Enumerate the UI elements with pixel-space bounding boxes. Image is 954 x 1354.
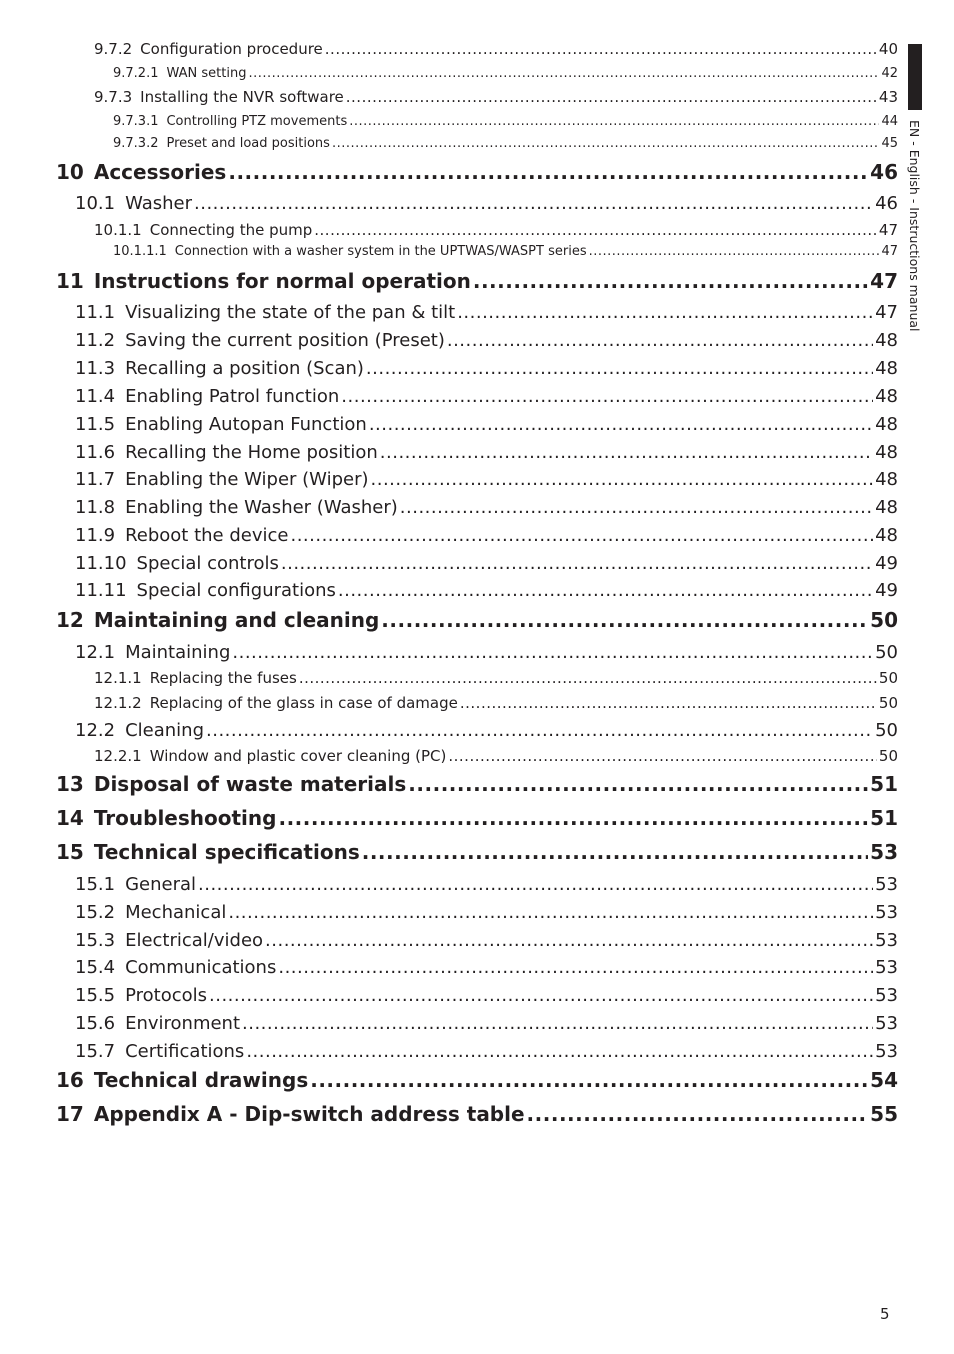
toc-entry[interactable] [113,244,898,262]
toc-entry-page: 53 [875,957,898,978]
toc-entry-number: 11.7 [75,469,116,490]
toc-entry-page: 50 [878,669,898,687]
toc-entry[interactable] [113,114,898,132]
toc-entry[interactable] [56,1102,898,1128]
toc-dot-leader [460,694,877,712]
toc-entry-page: 50 [875,720,898,741]
toc-entry-number: 9.7.2.1 [113,66,159,81]
toc-entry-number: 12 [56,608,84,632]
toc-entry-title: Instructions for normal operation [93,269,471,293]
toc-entry-label [56,806,276,830]
toc-dot-leader [248,66,879,81]
toc-entry[interactable] [75,497,898,521]
toc-entry-page: 50 [878,747,898,765]
toc-entry-page: 44 [881,114,898,129]
toc-entry-label [75,1041,244,1062]
toc-entry-title: Environment [125,1013,241,1034]
toc-dot-leader [281,553,873,574]
toc-entry-label [75,302,455,323]
toc-entry-title: Replacing the fuses [149,669,297,687]
toc-entry-page: 51 [870,772,898,796]
toc-entry[interactable] [75,1013,898,1037]
toc-entry-title: Recalling a position (Scan) [125,358,364,379]
toc-entry-title: Technical drawings [93,1068,309,1092]
toc-dot-leader [448,747,877,765]
toc-entry-label [56,160,226,184]
toc-entry-label [75,330,445,351]
toc-dot-leader [589,244,880,259]
toc-entry-label [56,1102,525,1126]
toc-entry-page: 49 [875,580,898,601]
toc-entry-number: 11.10 [75,553,127,574]
toc-entry-number: 11.8 [75,497,116,518]
toc-entry-title: Enabling Patrol function [125,386,340,407]
toc-dot-leader [206,720,873,741]
toc-dot-leader [325,40,877,58]
toc-dot-leader [371,469,874,490]
toc-entry-title: Reboot the device [125,525,289,546]
toc-entry-number: 9.7.3.1 [113,114,159,129]
toc-entry[interactable] [56,269,898,295]
toc-entry-title: Controlling PTZ movements [166,114,348,129]
toc-entry-label [75,985,207,1006]
toc-entry-title: Enabling Autopan Function [125,414,367,435]
toc-entry-label [94,669,297,687]
toc-dot-leader [299,669,877,687]
toc-entry-title: Recalling the Home position [125,442,378,463]
toc-entry-number: 15.5 [75,985,116,1006]
toc-entry-title: Special configurations [136,580,336,601]
toc-entry-page: 45 [881,136,898,151]
toc-dot-leader [457,302,873,323]
toc-entry-label [75,720,204,741]
toc-entry-page: 48 [875,469,898,490]
toc-entry-page: 53 [875,1013,898,1034]
toc-dot-leader [473,269,868,293]
toc-entry-number: 13 [56,772,84,796]
toc-entry-title: Window and plastic cover cleaning (PC) [149,747,447,765]
toc-entry[interactable] [75,580,898,604]
toc-entry-label [75,442,378,463]
toc-entry-title: Appendix A - Dip-switch address table [93,1102,525,1126]
toc-entry-page: 53 [875,1041,898,1062]
toc-entry[interactable] [75,985,898,1009]
toc-entry-title: Communications [125,957,277,978]
toc-dot-leader [232,642,873,663]
toc-entry-page: 51 [870,806,898,830]
toc-entry-title: General [125,874,197,895]
toc-entry[interactable] [75,414,898,438]
toc-entry-title: Maintaining and cleaning [93,608,380,632]
toc-entry[interactable] [56,608,898,634]
toc-dot-leader [349,114,879,129]
toc-entry[interactable] [113,136,898,154]
toc-entry-number: 12.1.1 [94,669,142,687]
toc-dot-leader [278,806,868,830]
toc-dot-leader [246,1041,873,1062]
toc-entry-page: 47 [878,221,898,239]
toc-entry[interactable] [56,1068,898,1094]
toc-entry[interactable] [75,358,898,382]
toc-entry-title: Disposal of waste materials [93,772,407,796]
toc-entry[interactable] [94,747,898,767]
toc-entry-number: 9.7.3 [94,88,133,106]
toc-dot-leader [400,497,873,518]
toc-entry-page: 50 [878,694,898,712]
toc-entry[interactable] [56,772,898,798]
toc-entry-number: 9.7.2 [94,40,133,58]
toc-dot-leader [228,902,873,923]
toc-entry-label [56,840,360,864]
toc-dot-leader [366,358,873,379]
toc-entry-label [75,525,288,546]
toc-entry[interactable] [56,160,898,186]
toc-entry[interactable] [75,193,898,217]
toc-entry-number: 12.1 [75,642,116,663]
toc-entry-page: 43 [878,88,898,106]
toc-entry-page: 48 [875,442,898,463]
toc-dot-leader [408,772,868,796]
toc-entry-title: Mechanical [125,902,227,923]
toc-entry-label [56,269,471,293]
toc-entry-label [56,772,406,796]
toc-entry-number: 12.1.2 [94,694,142,712]
toc-entry-page: 50 [875,642,898,663]
toc-entry[interactable] [75,442,898,466]
toc-entry-number: 15.1 [75,874,116,895]
toc-entry[interactable] [75,525,898,549]
toc-entry[interactable] [94,669,898,689]
toc-dot-leader [380,442,873,463]
toc-entry-number: 15.2 [75,902,116,923]
toc-entry-title: Troubleshooting [93,806,277,830]
toc-entry-number: 9.7.3.2 [113,136,159,151]
toc-entry-label [56,608,379,632]
toc-dot-leader [194,193,873,214]
toc-entry-page: 50 [870,608,898,632]
toc-entry-label [75,414,367,435]
toc-entry-title: Maintaining [125,642,231,663]
sidebar-tab-marker [908,44,922,110]
toc-entry-page: 46 [870,160,898,184]
toc-entry-label [75,386,339,407]
toc-entry-page: 53 [870,840,898,864]
toc-entry-page: 54 [870,1068,898,1092]
toc-entry-title: Enabling the Wiper (Wiper) [125,469,369,490]
sidebar-language-text: EN - English - Instructions manual [907,120,922,332]
toc-entry-number: 14 [56,806,84,830]
toc-dot-leader [242,1013,873,1034]
toc-entry-label [94,694,458,712]
toc-entry-label [75,642,230,663]
toc-entry-page: 47 [875,302,898,323]
toc-entry-page: 49 [875,553,898,574]
toc-entry-page: 53 [875,902,898,923]
toc-entry-number: 16 [56,1068,84,1092]
toc-entry-label [94,88,344,106]
toc-entry-number: 11 [56,269,84,293]
toc-entry-title: Special controls [136,553,279,574]
toc-entry-label [75,930,263,951]
toc-dot-leader [228,160,868,184]
toc-entry-title: Preset and load positions [166,136,330,151]
toc-dot-leader [209,985,873,1006]
toc-entry-title: Replacing of the glass in case of damage [149,694,458,712]
toc-entry-number: 12.2.1 [94,747,142,765]
toc-entry-page: 48 [875,330,898,351]
toc-entry[interactable] [94,88,898,108]
toc-entry-page: 47 [870,269,898,293]
toc-entry-title: Visualizing the state of the pan & tilt [125,302,456,323]
toc-entry-page: 48 [875,358,898,379]
toc-dot-leader [381,608,868,632]
toc-entry-label [56,1068,308,1092]
toc-entry-title: Accessories [93,160,227,184]
toc-entry-label [75,553,279,574]
toc-entry-page: 48 [875,497,898,518]
toc-entry-page: 53 [875,985,898,1006]
toc-entry-title: Installing the NVR software [140,88,344,106]
toc-entry-title: Cleaning [125,720,204,741]
toc-entry-title: Connecting the pump [149,221,313,239]
toc-entry-label [94,747,446,765]
toc-entry[interactable] [75,469,898,493]
toc-entry-label [75,580,336,601]
toc-entry-title: Electrical/video [125,930,264,951]
toc-entry-label [75,193,192,214]
toc-entry-page: 48 [875,414,898,435]
toc-entry[interactable] [75,642,898,666]
toc-entry[interactable] [113,66,898,84]
toc-dot-leader [369,414,873,435]
toc-entry-label [113,114,347,129]
toc-dot-leader [527,1102,869,1126]
toc-dot-leader [278,957,873,978]
toc-entry-label [113,136,330,151]
toc-entry[interactable] [75,902,898,926]
toc-entry-title: WAN setting [166,66,247,81]
toc-entry-page: 53 [875,930,898,951]
toc-entry-title: Technical specifications [93,840,360,864]
toc-entry-number: 10.1.1 [94,221,142,239]
toc-entry-label [75,957,276,978]
toc-entry-label [75,1013,240,1034]
toc-entry-number: 11.4 [75,386,116,407]
toc-dot-leader [346,88,877,106]
toc-entry[interactable] [56,806,898,832]
toc-entry-page: 40 [878,40,898,58]
toc-dot-leader [332,136,880,151]
toc-entry-page: 53 [875,874,898,895]
page-number: 5 [880,1305,890,1323]
toc-entry[interactable] [75,302,898,326]
toc-entry-number: 10.1.1.1 [113,244,167,259]
toc-entry-page: 48 [875,525,898,546]
toc-entry-title: Configuration procedure [140,40,323,58]
toc-entry-label [75,358,364,379]
toc-entry-number: 15.6 [75,1013,116,1034]
toc-entry[interactable] [75,957,898,981]
toc-entry-number: 15.4 [75,957,116,978]
toc-dot-leader [198,874,873,895]
toc-entry[interactable] [75,874,898,898]
toc-dot-leader [310,1068,868,1092]
toc-entry-label [113,244,587,259]
toc-entry-number: 10.1 [75,193,116,214]
toc-entry-number: 11.9 [75,525,116,546]
toc-dot-leader [338,580,873,601]
toc-dot-leader [362,840,868,864]
toc-entry-label [94,221,312,239]
toc-entry-number: 11.6 [75,442,116,463]
toc-entry[interactable] [94,40,898,60]
toc-entry-number: 15.3 [75,930,116,951]
toc-entry-number: 11.2 [75,330,116,351]
toc-entry-title: Certifications [125,1041,245,1062]
toc-dot-leader [290,525,873,546]
toc-entry[interactable] [94,221,898,241]
toc-entry-page: 48 [875,386,898,407]
toc-entry-number: 11.3 [75,358,116,379]
toc-entry-label [75,902,226,923]
toc-dot-leader [265,930,873,951]
toc-entry-title: Protocols [125,985,207,1006]
toc-dot-leader [341,386,873,407]
toc-entry-title: Connection with a washer system in the UPTWAS/WASPT series [174,244,587,259]
toc-entry-label [75,874,196,895]
toc-entry-page: 55 [870,1102,898,1126]
toc-dot-leader [314,221,877,239]
toc-entry-page: 46 [875,193,898,214]
toc-entry-number: 11.1 [75,302,116,323]
toc-entry[interactable] [75,720,898,744]
toc-entry-number: 15.7 [75,1041,116,1062]
toc-entry-title: Washer [125,193,193,214]
toc-entry-title: Enabling the Washer (Washer) [125,497,398,518]
toc-entry-number: 12.2 [75,720,116,741]
toc-entry[interactable] [56,840,898,866]
toc-entry-page: 42 [881,66,898,81]
toc-entry[interactable] [75,386,898,410]
toc-entry-number: 11.5 [75,414,116,435]
toc-entry[interactable] [75,1041,898,1065]
toc-entry-label [75,469,369,490]
toc-entry[interactable] [75,930,898,954]
toc-entry-number: 10 [56,160,84,184]
toc-entry[interactable] [75,553,898,577]
toc-entry[interactable] [94,694,898,714]
toc-entry-number: 11.11 [75,580,127,601]
toc-entry[interactable] [75,330,898,354]
toc-entry-label [113,66,246,81]
toc-entry-number: 17 [56,1102,84,1126]
toc-entry-number: 15 [56,840,84,864]
toc-entry-page: 47 [881,244,898,259]
toc-dot-leader [447,330,873,351]
toc-entry-label [75,497,398,518]
toc-entry-title: Saving the current position (Preset) [125,330,445,351]
toc-entry-label [94,40,323,58]
